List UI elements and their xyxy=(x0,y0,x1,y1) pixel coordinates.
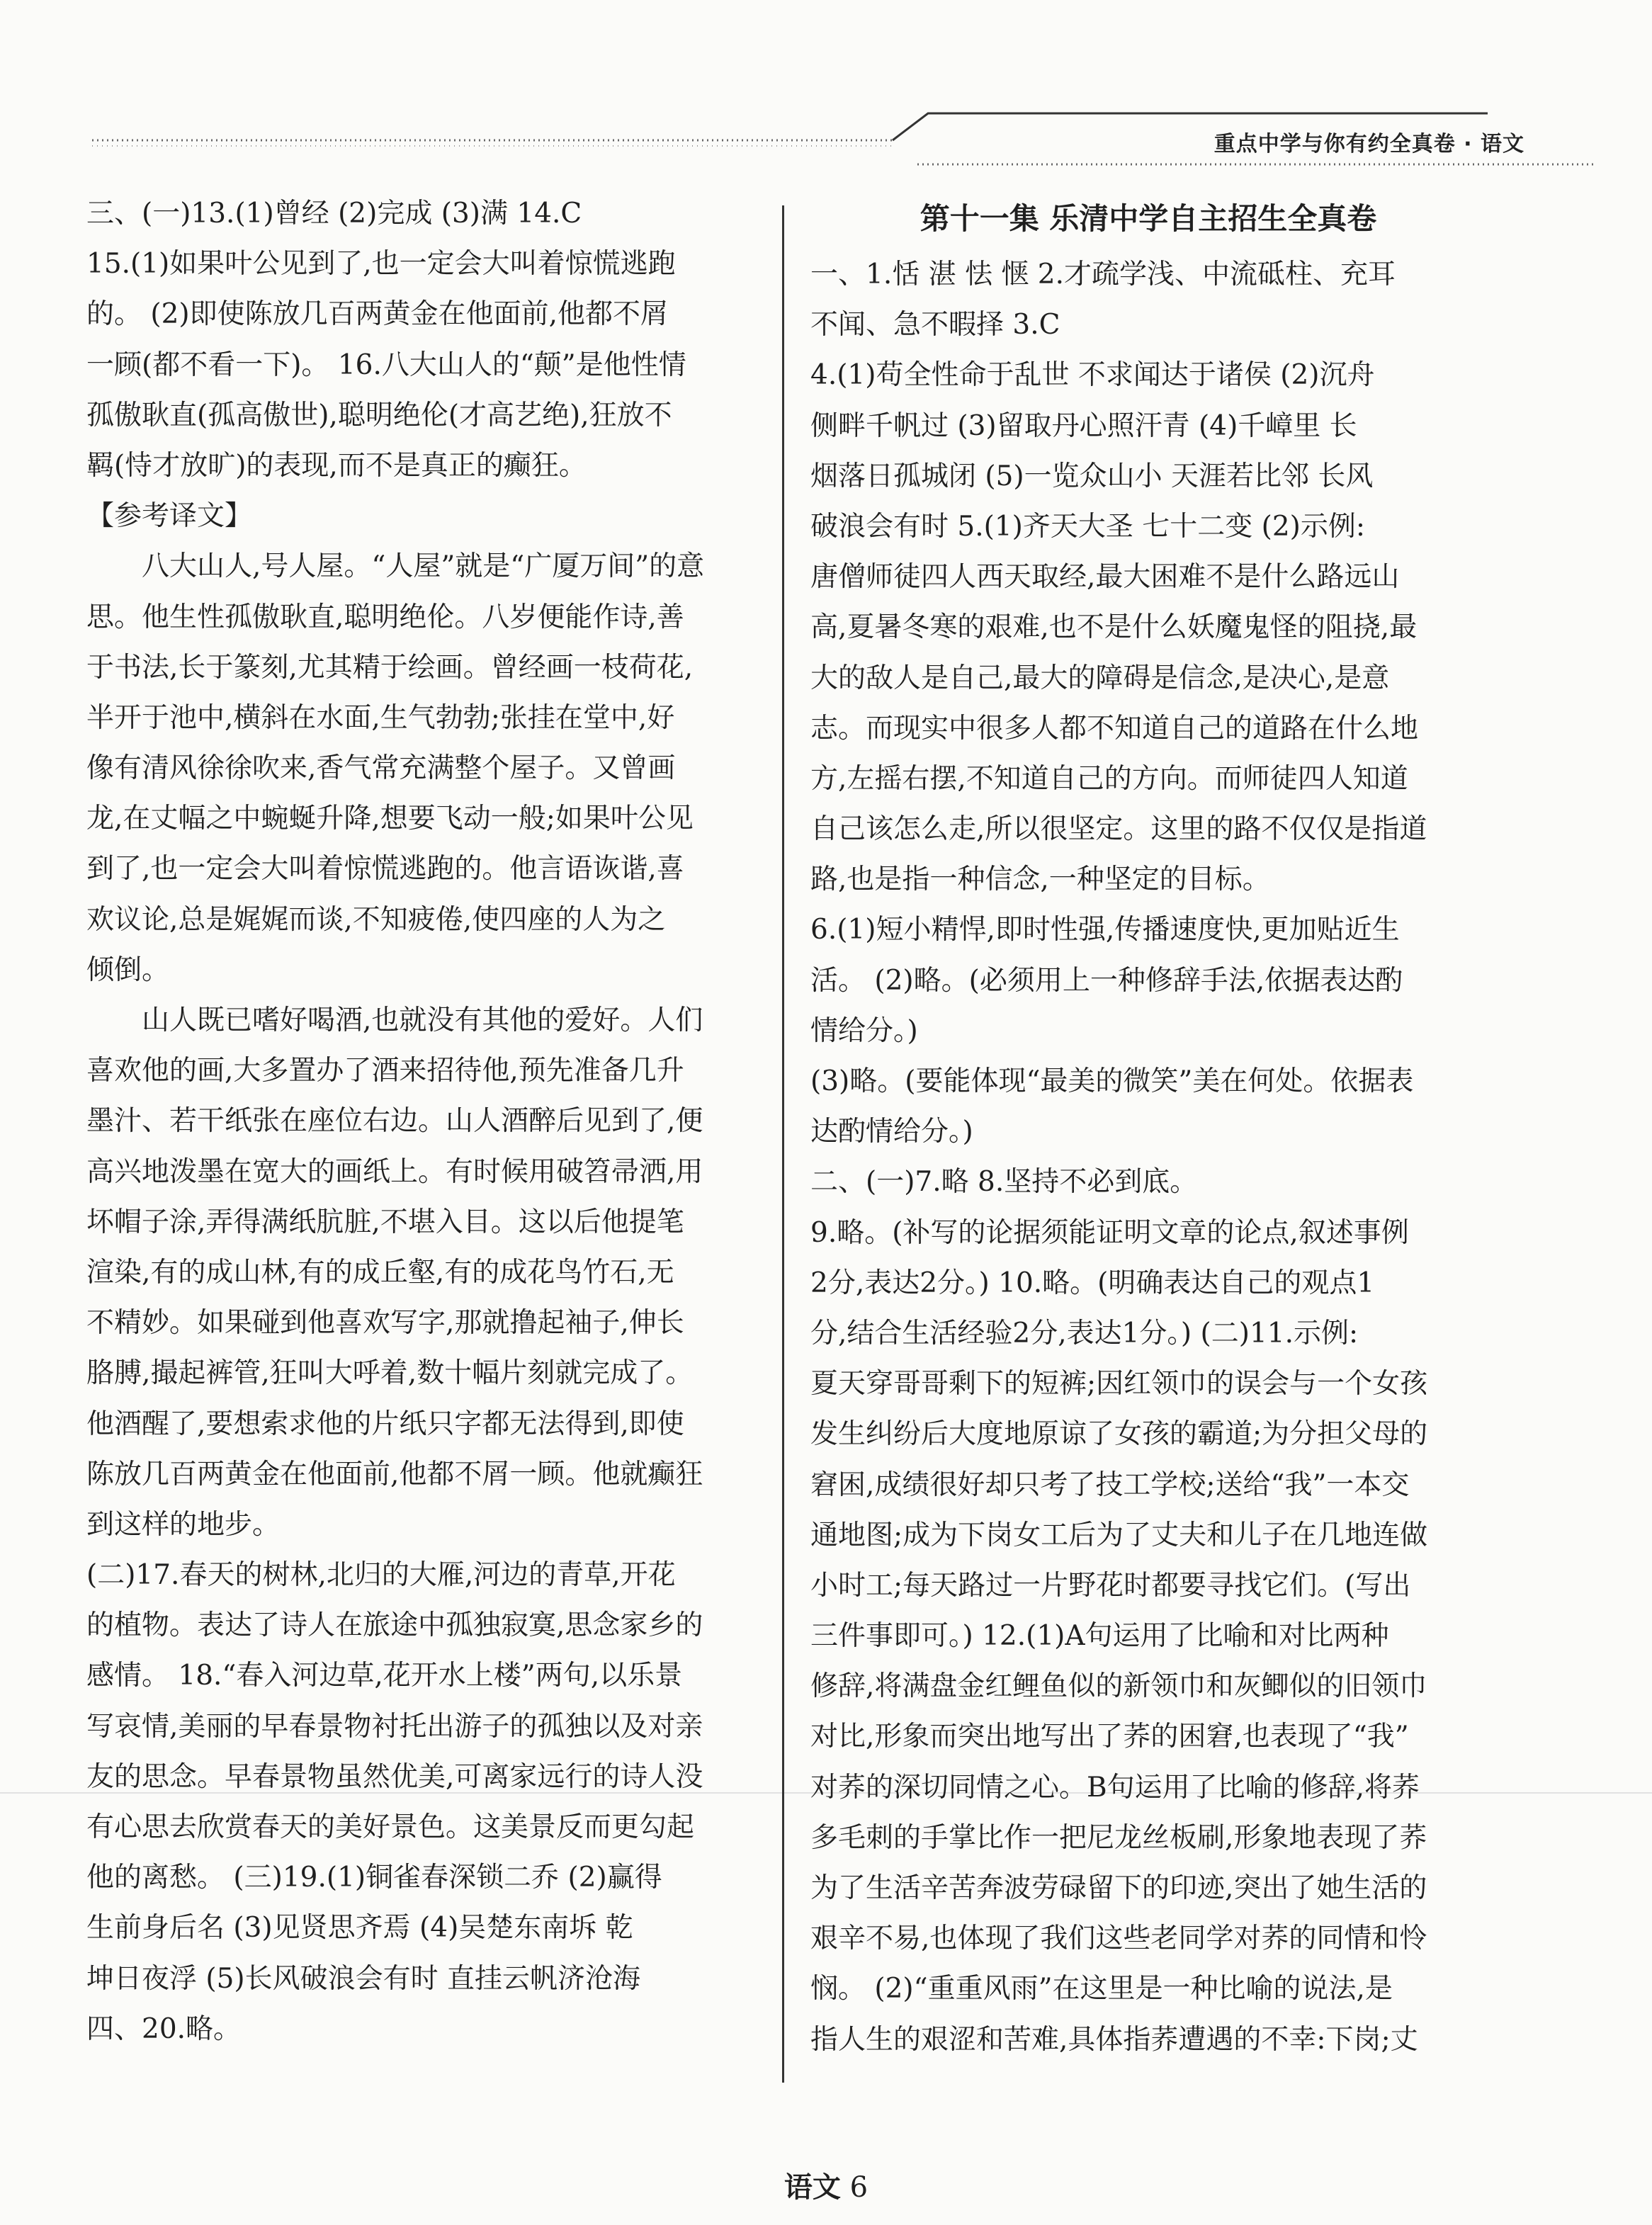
text-line: 倾倒。 xyxy=(86,953,170,986)
text-line: 9.略。(补写的论据须能证明文章的论点,叙述事例 xyxy=(810,1216,1409,1249)
text-line: 喜欢他的画,大多置办了酒来招待他,预先准备几升 xyxy=(86,1055,684,1087)
answer-column-left xyxy=(86,188,751,2054)
text-line: 一顾(都不看一下)。 16.八大山人的“颠”是他性情 xyxy=(86,349,686,381)
text-line: 坤日夜浮 (5)长风破浪会有时 直挂云帆济沧海 xyxy=(86,1962,641,1995)
text-line: 像有清风徐徐吹来,香气常充满整个屋子。又曾画 xyxy=(86,752,676,785)
text-line: 思。他生性孤傲耿直,聪明绝伦。八岁便能作诗,善 xyxy=(86,601,684,633)
text-line: 有心思去欣赏春天的美好景色。这美景反而更勾起 xyxy=(86,1811,695,1843)
text-line: 指人生的艰涩和苦难,具体指荞遭遇的不幸:下岗;丈 xyxy=(810,2023,1418,2056)
text-line: 感情。 18.“春入河边草,花开水上楼”两句,以乐景 xyxy=(86,1660,683,1692)
text-line: 孤傲耿直(孤高傲世),聪明绝伦(才高艺绝),狂放不 xyxy=(86,399,672,431)
text-line: 对比,形象而突出地写出了荞的困窘,也表现了“我” xyxy=(810,1721,1409,1753)
text-line: 欢议论,总是娓娓而谈,不知疲倦,使四座的人为之 xyxy=(86,903,666,936)
text-line: 【参考译文】 xyxy=(86,500,253,533)
text-line: 山人既已嗜好喝酒,也就没有其他的爱好。人们 xyxy=(142,1004,703,1036)
text-line: 二、(一)7.略 8.坚持不必到底。 xyxy=(810,1166,1198,1199)
text-line: 大的敌人是自己,最大的障碍是信念,是决心,是意 xyxy=(810,662,1390,694)
page-footer xyxy=(0,2165,1652,2205)
text-line: 发生纠纷后大度地原谅了女孩的霸道;为分担父母的 xyxy=(810,1418,1428,1451)
text-line: 分,结合生活经验2分,表达1分。) (二)11.示例: xyxy=(810,1317,1359,1349)
text-line: 高,夏暑冬寒的艰难,也不是什么妖魔鬼怪的阻挠,最 xyxy=(810,611,1418,644)
text-line: 他酒醒了,要想索求他的片纸只字都无法得到,即使 xyxy=(86,1408,684,1440)
text-line: 侧畔千帆过 (3)留取丹心照汗青 (4)千嶂里 长 xyxy=(810,409,1357,442)
text-line: 2分,表达2分。) 10.略。(明确表达自己的观点1 xyxy=(810,1267,1375,1299)
text-line: 友的思念。早春景物虽然优美,可离家远行的诗人没 xyxy=(86,1760,703,1793)
text-line: 的植物。表达了诗人在旅途中孤独寂寞,思念家乡的 xyxy=(86,1609,703,1642)
text-line: 4.(1)苟全性命于乱世 不求闻达于诸侯 (2)沉舟 xyxy=(810,359,1375,392)
text-line: 志。而现实中很多人都不知道自己的道路在什么地 xyxy=(810,712,1419,745)
text-line: 龙,在丈幅之中蜿蜒升降,想要飞动一般;如果叶公见 xyxy=(86,803,694,835)
text-line: 达酌情给分。) xyxy=(810,1116,973,1148)
text-line: 破浪会有时 5.(1)齐天大圣 七十二变 (2)示例: xyxy=(810,510,1366,543)
header-title: 重点中学与你有约全真卷 · 语文 xyxy=(1213,132,1524,157)
text-line: 四、20.略。 xyxy=(86,2012,242,2045)
footer-subject: 语文 xyxy=(783,2171,841,2204)
text-line: 渲染,有的成山林,有的成丘壑,有的成花鸟竹石,无 xyxy=(86,1256,674,1289)
text-line: 15.(1)如果叶公见到了,也一定会大叫着惊慌逃跑 xyxy=(86,248,676,281)
text-line: 坏帽子涂,弄得满纸肮脏,不堪入目。这以后他提笔 xyxy=(86,1206,684,1238)
page-number: 6 xyxy=(849,2171,869,2204)
text-line: 活。 (2)略。(必须用上一种修辞手法,依据表达酌 xyxy=(810,964,1403,997)
text-line: 陈放几百两黄金在他面前,他都不屑一顾。他就癫狂 xyxy=(86,1458,703,1490)
text-line: 夏天穿哥哥剩下的短裤;因红领巾的误会与一个女孩 xyxy=(810,1368,1428,1400)
text-line: 写哀情,美丽的早春景物衬托出游子的孤独以及对亲 xyxy=(86,1710,703,1743)
column-divider xyxy=(782,205,784,2083)
text-line: 为了生活辛苦奔波劳碌留下的印迹,突出了她生活的 xyxy=(810,1872,1427,1904)
text-line: 半开于池中,横斜在水面,生气勃勃;张挂在堂中,好 xyxy=(86,701,675,734)
text-line: 唐僧师徒四人西天取经,最大困难不是什么路远山 xyxy=(810,561,1400,594)
text-line: 的。 (2)即使陈放几百两黄金在他面前,他都不屑 xyxy=(86,298,669,331)
text-line: 多毛刺的手掌比作一把尼龙丝板刷,形象地表现了荞 xyxy=(810,1821,1427,1854)
text-line: 到了,也一定会大叫着惊慌逃跑的。他言语诙谐,喜 xyxy=(86,853,684,885)
text-line: 通地图;成为下岗女工后为了丈夫和儿子在几地连做 xyxy=(810,1519,1428,1551)
text-line: 情给分。) xyxy=(810,1014,918,1047)
text-line: 生前身后名 (3)见贤思齐焉 (4)吴楚东南坼 乾 xyxy=(86,1912,633,1944)
text-line: 艰辛不易,也体现了我们这些老同学对荞的同情和怜 xyxy=(810,1923,1427,1955)
text-line: 三件事即可。) 12.(1)A句运用了比喻和对比两种 xyxy=(810,1620,1389,1653)
text-line: 不闻、急不暇择 3.C xyxy=(810,309,1060,341)
text-line: 于书法,长于篆刻,尤其精于绘画。曾经画一枝荷花, xyxy=(86,651,694,684)
text-line: 三、(一)13.(1)曾经 (2)完成 (3)满 14.C xyxy=(86,198,582,230)
text-line: 对荞的深切同情之心。B句运用了比喻的修辞,将荞 xyxy=(810,1771,1420,1804)
text-line: 小时工;每天路过一片野花时都要寻找它们。(写出 xyxy=(810,1569,1411,1602)
text-line: 高兴地泼墨在宽大的画纸上。有时候用破笤帚洒,用 xyxy=(86,1155,703,1188)
text-line: 窘困,成绩很好却只考了技工学校;送给“我”一本交 xyxy=(810,1468,1410,1501)
text-line: 修辞,将满盘金红鲤鱼似的新领巾和灰鲫似的旧领巾 xyxy=(810,1670,1427,1703)
text-line: (3)略。(要能体现“最美的微笑”美在何处。依据表 xyxy=(810,1065,1414,1097)
text-line: 一、1.恬 湛 怯 惬 2.才疏学浅、中流砥柱、充耳 xyxy=(810,259,1396,290)
answer-column-right xyxy=(810,188,1486,2065)
text-line: 不精妙。如果碰到他喜欢写字,那就撸起袖子,伸长 xyxy=(86,1307,684,1340)
text-line: 墨汁、若干纸张在座位右边。山人酒醉后见到了,便 xyxy=(86,1105,703,1138)
text-line: 路,也是指一种信念,一种坚定的目标。 xyxy=(810,864,1270,896)
text-line: 6.(1)短小精悍,即时性强,传播速度快,更加贴近生 xyxy=(810,914,1400,946)
text-line: 自己该怎么走,所以很坚定。这里的路不仅仅是指道 xyxy=(810,813,1427,846)
text-line: (二)17.春天的树林,北归的大雁,河边的青草,开花 xyxy=(86,1559,676,1592)
text-line: 胳膊,撮起裤管,狂叫大呼着,数十幅片刻就完成了。 xyxy=(86,1357,694,1390)
text-line: 八大山人,号人屋。“人屋”就是“广厦万间”的意 xyxy=(142,550,705,583)
text-line: 到这样的地步。 xyxy=(86,1508,281,1541)
text-line: 烟落日孤城闭 (5)一览众山小 天涯若比邻 长风 xyxy=(810,460,1374,492)
text-line: 他的离愁。 (三)19.(1)铜雀春深锁二乔 (2)赢得 xyxy=(86,1862,662,1894)
text-line: 方,左摇右摆,不知道自己的方向。而师徒四人知道 xyxy=(810,762,1408,795)
section-title: 第十一集 乐清中学自主招生全真卷 xyxy=(920,201,1377,236)
text-line: 羁(恃才放旷)的表现,而不是真正的癫狂。 xyxy=(86,449,587,482)
text-line: 悯。 (2)“重重风雨”在这里是一种比喻的说法,是 xyxy=(810,1973,1393,2005)
